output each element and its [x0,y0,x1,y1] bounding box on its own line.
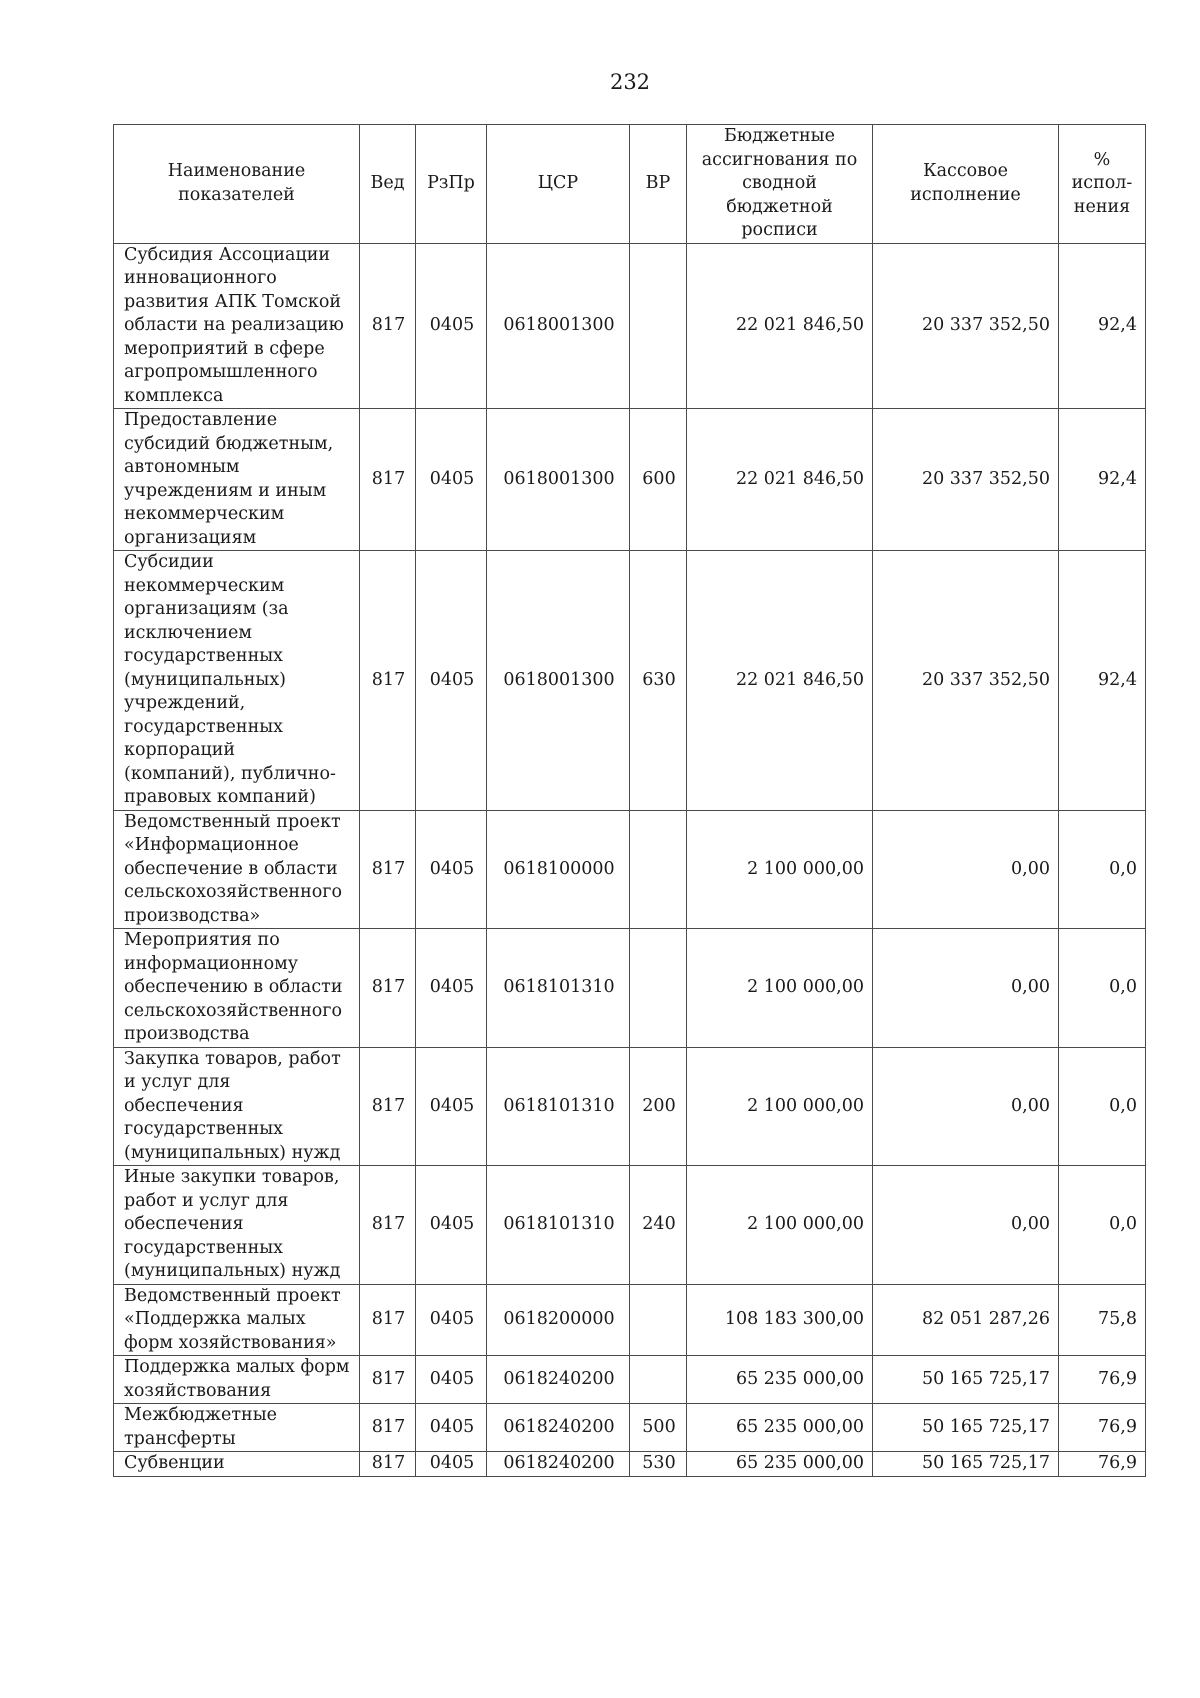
budget-execution-table [113,124,1146,1477]
row-vr [630,1284,687,1356]
table-row [114,243,1146,409]
page-number: 232 [609,70,651,94]
row-name: Межбюджетные трансферты [114,1404,360,1452]
row-budget: 2 100 000,00 [687,1166,873,1285]
row-cash: 20 337 352,50 [873,409,1059,551]
table-row [114,1356,1146,1404]
row-cash: 50 165 725,17 [873,1404,1059,1452]
row-name: Предоставление субсидий бюджетным, автономным учреждениям и иным некоммерческим организациям [114,409,360,551]
row-rzpr: 0405 [416,409,487,551]
row-pct: 75,8 [1059,1284,1146,1356]
row-vr: 600 [630,409,687,551]
table-row [114,929,1146,1048]
header-pct: % испол-нения [1059,125,1146,244]
row-name: Поддержка малых форм хозяйствования [114,1356,360,1404]
row-csr: 0618001300 [487,409,630,551]
row-cash: 50 165 725,17 [873,1356,1059,1404]
row-cash: 50 165 725,17 [873,1452,1059,1477]
row-pct: 76,9 [1059,1452,1146,1477]
row-budget: 22 021 846,50 [687,243,873,409]
row-name: Иные закупки товаров, работ и услуг для обеспечения государственных (муниципальных) нужд [114,1166,360,1285]
row-pct: 0,0 [1059,1047,1146,1166]
row-rzpr: 0405 [416,929,487,1048]
row-vr: 630 [630,551,687,811]
row-csr: 0618240200 [487,1452,630,1477]
row-cash: 0,00 [873,929,1059,1048]
table-row [114,1404,1146,1452]
row-budget: 22 021 846,50 [687,409,873,551]
row-ved: 817 [360,810,416,929]
row-budget: 2 100 000,00 [687,810,873,929]
row-pct: 0,0 [1059,929,1146,1048]
row-rzpr: 0405 [416,1284,487,1356]
row-csr: 0618101310 [487,929,630,1048]
row-pct: 92,4 [1059,551,1146,811]
row-cash: 0,00 [873,1166,1059,1285]
row-cash: 0,00 [873,810,1059,929]
row-csr: 0618101310 [487,1047,630,1166]
row-budget: 65 235 000,00 [687,1356,873,1404]
row-ved: 817 [360,1452,416,1477]
row-cash: 20 337 352,50 [873,243,1059,409]
row-ved: 817 [360,1047,416,1166]
row-pct: 76,9 [1059,1404,1146,1452]
row-budget: 2 100 000,00 [687,929,873,1048]
header-budget: Бюджетные ассигнования по сводной бюджетной росписи [687,125,873,244]
row-rzpr: 0405 [416,1356,487,1404]
row-csr: 0618240200 [487,1404,630,1452]
row-vr: 200 [630,1047,687,1166]
row-name: Ведомственный проект «Информационное обеспечение в области сельскохозяйственного производства» [114,810,360,929]
row-name: Субсидия Ассоциации инновационного развития АПК Томской области на реализацию мероприятий в сфере агропромышленного комплекса [114,243,360,409]
row-ved: 817 [360,243,416,409]
row-name: Субвенции [114,1452,360,1477]
row-name: Закупка товаров, работ и услуг для обеспечения государственных (муниципальных) нужд [114,1047,360,1166]
table-row [114,810,1146,929]
row-rzpr: 0405 [416,1452,487,1477]
row-rzpr: 0405 [416,551,487,811]
row-vr: 240 [630,1166,687,1285]
header-ved: Вед [360,125,416,244]
row-ved: 817 [360,929,416,1048]
row-pct: 92,4 [1059,409,1146,551]
row-vr: 500 [630,1404,687,1452]
header-name: Наименование показателей [114,125,360,244]
row-csr: 0618001300 [487,551,630,811]
table-row [114,1284,1146,1356]
row-vr [630,929,687,1048]
row-vr [630,243,687,409]
row-rzpr: 0405 [416,810,487,929]
row-budget: 108 183 300,00 [687,1284,873,1356]
row-cash: 0,00 [873,1047,1059,1166]
row-pct: 0,0 [1059,810,1146,929]
row-name: Субсидии некоммерческим организациям (за исключением государственных (муниципальных) учреждений, государственных корпораций (компаний), публично-правовых компаний) [114,551,360,811]
row-vr [630,1356,687,1404]
row-csr: 0618001300 [487,243,630,409]
row-pct: 76,9 [1059,1356,1146,1404]
table-row [114,551,1146,811]
row-rzpr: 0405 [416,1047,487,1166]
row-rzpr: 0405 [416,1166,487,1285]
table-row [114,1166,1146,1285]
header-csr: ЦСР [487,125,630,244]
header-rzpr: РзПр [416,125,487,244]
row-budget: 2 100 000,00 [687,1047,873,1166]
row-ved: 817 [360,1166,416,1285]
table-row [114,409,1146,551]
row-csr: 0618240200 [487,1356,630,1404]
row-csr: 0618200000 [487,1284,630,1356]
row-name: Ведомственный проект «Поддержка малых форм хозяйствования» [114,1284,360,1356]
row-name: Мероприятия по информационному обеспечению в области сельскохозяйственного производства [114,929,360,1048]
row-budget: 22 021 846,50 [687,551,873,811]
row-budget: 65 235 000,00 [687,1404,873,1452]
row-csr: 0618101310 [487,1166,630,1285]
row-rzpr: 0405 [416,1404,487,1452]
row-ved: 817 [360,1356,416,1404]
row-vr [630,810,687,929]
row-ved: 817 [360,409,416,551]
table-row [114,1452,1146,1477]
row-budget: 65 235 000,00 [687,1452,873,1477]
table-row [114,1047,1146,1166]
row-ved: 817 [360,1404,416,1452]
row-ved: 817 [360,551,416,811]
header-vr: ВР [630,125,687,244]
header-row [114,125,1146,244]
header-cash: Кассовое исполнение [873,125,1059,244]
row-vr: 530 [630,1452,687,1477]
row-ved: 817 [360,1284,416,1356]
row-cash: 82 051 287,26 [873,1284,1059,1356]
row-pct: 92,4 [1059,243,1146,409]
row-csr: 0618100000 [487,810,630,929]
row-cash: 20 337 352,50 [873,551,1059,811]
row-pct: 0,0 [1059,1166,1146,1285]
row-rzpr: 0405 [416,243,487,409]
